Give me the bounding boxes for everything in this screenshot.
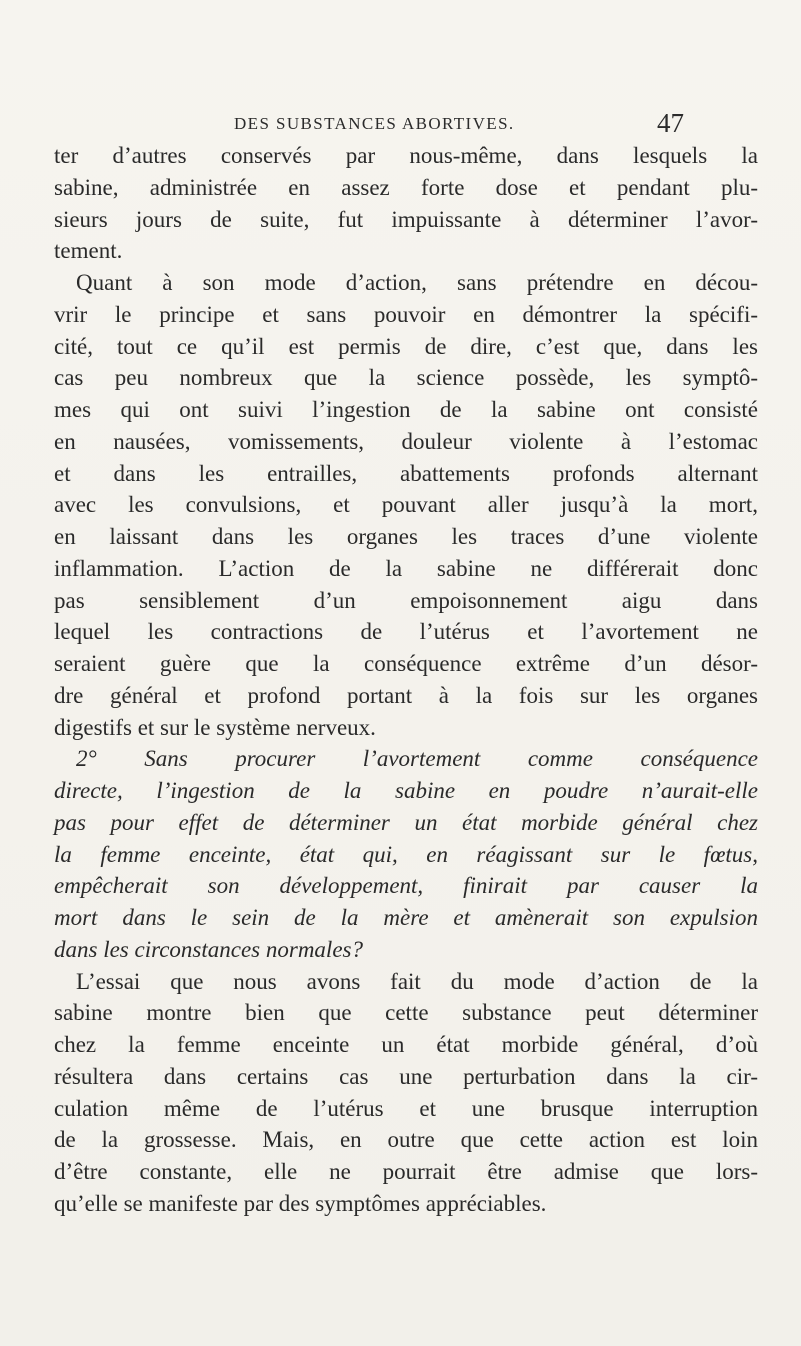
text-line: cité, tout ce qu’il est permis de dire, c’est que, dans les [54,333,758,359]
text-line: tement. [54,238,123,264]
text-line: Quant à son mode d’action, sans prétendre en décou- [76,270,758,295]
text-line: de la grossesse. Mais, en outre que cette action est loin [54,1127,758,1153]
text-line: pas sensiblement d’un empoisonnement aigu dans [54,587,758,613]
running-header [234,108,684,138]
text-line: avec les convulsions, et pouvant aller jusqu’à la mort, [54,492,758,518]
text-line: seraient guère que la conséquence extrême d’un désor- [54,651,758,676]
running-header-title: DES SUBSTANCES ABORTIVES. [234,114,515,133]
text-line: culation même de l’utérus et une brusque interruption [54,1095,758,1121]
body-text [54,140,758,1220]
text-line: qu’elle se manifeste par des symptômes appréciables. [54,1190,547,1216]
italic-text-line: la femme enceinte, état qui, en réagissant sur le fœtus, [54,841,758,867]
page-number: 47 [657,108,684,138]
text-line: résultera dans certains cas une perturbation dans la cir- [54,1063,758,1089]
italic-text-line: directe, l’ingestion de la sabine en poudre n’aurait-elle [54,778,758,803]
text-line: inflammation. L’action de la sabine ne différerait donc [54,555,758,581]
text-line: ter d’autres conservés par nous-même, dans lesquels la [54,143,758,168]
text-line: et dans les entrailles, abattements profonds alternant [54,460,758,486]
italic-text-line: pas pour effet de déterminer un état morbide général chez [54,809,758,835]
text-line: dre général et profond portant à la fois sur les organes [54,682,758,708]
text-line: sieurs jours de suite, fut impuissante à déterminer l’avor- [54,206,758,232]
text-line: sabine montre bien que cette substance peut déterminer [54,1000,758,1026]
text-line: L’essai que nous avons fait du mode d’action de la [76,968,758,994]
text-line: d’être constante, elle ne pourrait être admise que lors- [54,1159,758,1184]
text-line: en nausées, vomissements, douleur violente à l’estomac [54,428,758,454]
text-line: lequel les contractions de l’utérus et l’avortement ne [54,619,758,645]
text-line: sabine, administrée en assez forte dose et pendant plu- [54,174,758,200]
text-line: chez la femme enceinte un état morbide général, d’où [54,1032,758,1057]
italic-text-line: empêcherait son développement, finirait par causer la [54,873,758,899]
italic-text-line: dans les circonstances normales? [54,936,363,962]
italic-text-line: 2° Sans procurer l’avortement comme conséquence [76,746,758,772]
text-line: cas peu nombreux que la science possède, les symptô- [54,365,758,391]
text-line: en laissant dans les organes les traces d’une violente [54,524,758,549]
text-line: vrir le principe et sans pouvoir en démontrer la spécifi- [54,301,758,327]
text-line: digestifs et sur le système nerveux. [54,714,376,740]
italic-text-line: mort dans le sein de la mère et amènerait son expulsion [54,905,758,930]
text-line: mes qui ont suivi l’ingestion de la sabine ont consisté [54,397,758,422]
